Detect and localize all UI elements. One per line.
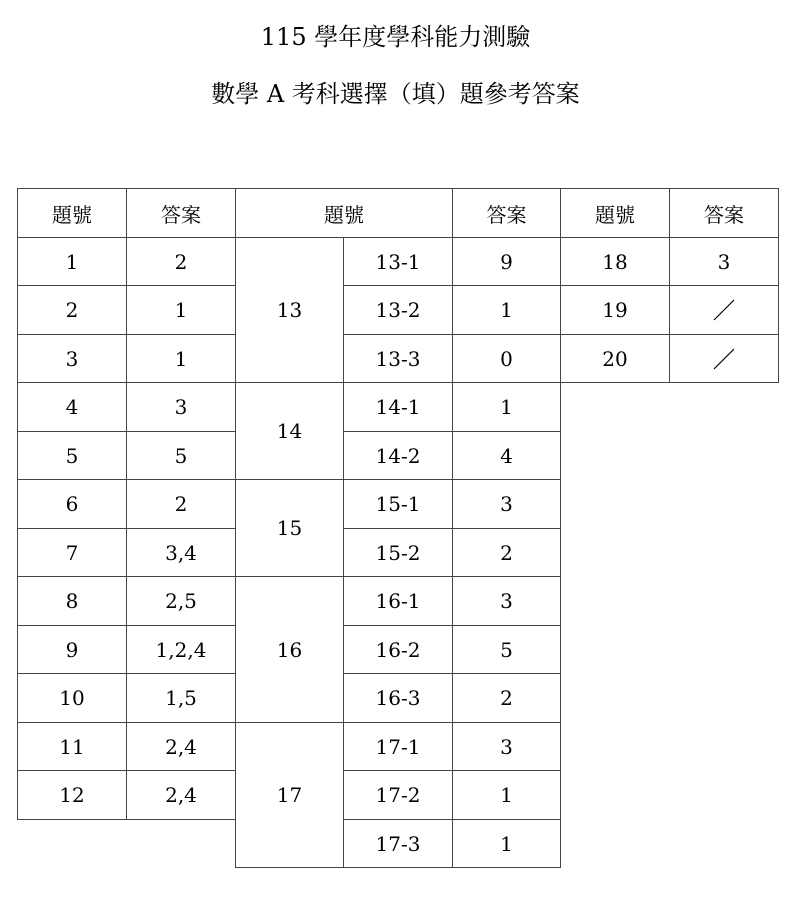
answer-value: 3 <box>126 382 236 432</box>
header-answer-2: 答案 <box>452 188 561 238</box>
answer-value: 1 <box>126 285 236 335</box>
question-number: 8 <box>17 576 127 626</box>
sub-question-number: 17-1 <box>343 722 453 771</box>
question-group-number: 15 <box>235 479 344 577</box>
answer-value: 2,4 <box>126 722 236 771</box>
answer-value: 3 <box>669 237 779 286</box>
sub-question-number: 13-2 <box>343 285 453 335</box>
page-subtitle: 數學 A 考科選擇（填）題參考答案 <box>211 80 580 108</box>
answer-value: 2 <box>452 528 561 577</box>
answer-value: 3,4 <box>126 528 236 577</box>
answer-value: 1 <box>452 819 561 868</box>
answer-value: 1 <box>452 382 561 432</box>
answer-void-cell <box>669 334 779 383</box>
question-group-number: 16 <box>235 576 344 723</box>
slash-icon <box>712 298 736 322</box>
sub-question-number: 13-1 <box>343 237 453 286</box>
answer-value: 0 <box>452 334 561 383</box>
answer-value: 2,4 <box>126 770 236 820</box>
answer-value: 5 <box>126 431 236 480</box>
question-group-number: 14 <box>235 382 344 480</box>
sub-question-number: 14-1 <box>343 382 453 432</box>
answer-value: 3 <box>452 576 561 626</box>
answer-value: 2 <box>126 237 236 286</box>
question-number: 6 <box>17 479 127 529</box>
header-answer-3: 答案 <box>669 188 779 238</box>
header-question-3: 題號 <box>560 188 670 238</box>
question-number: 5 <box>17 431 127 480</box>
question-number: 19 <box>560 285 670 335</box>
page-title: 115 學年度學科能力測驗 <box>260 23 531 51</box>
sub-question-number: 16-2 <box>343 625 453 674</box>
answer-value: 2 <box>452 673 561 723</box>
sub-question-number: 17-3 <box>343 819 453 868</box>
sub-question-number: 15-1 <box>343 479 453 529</box>
sub-question-number: 13-3 <box>343 334 453 383</box>
answer-value: 2 <box>126 479 236 529</box>
sub-question-number: 16-1 <box>343 576 453 626</box>
answer-void-cell <box>669 285 779 335</box>
answer-value: 5 <box>452 625 561 674</box>
sub-question-number: 17-2 <box>343 770 453 820</box>
header-question-1: 題號 <box>17 188 127 238</box>
question-number: 18 <box>560 237 670 286</box>
answer-value: 4 <box>452 431 561 480</box>
question-number: 1 <box>17 237 127 286</box>
question-number: 9 <box>17 625 127 674</box>
answer-value: 1 <box>452 770 561 820</box>
question-number: 7 <box>17 528 127 577</box>
answer-value: 1 <box>452 285 561 335</box>
sub-question-number: 15-2 <box>343 528 453 577</box>
question-group-number: 17 <box>235 722 344 868</box>
question-group-number: 13 <box>235 237 344 383</box>
answer-value: 1,2,4 <box>126 625 236 674</box>
question-number: 4 <box>17 382 127 432</box>
question-number: 2 <box>17 285 127 335</box>
answer-value: 2,5 <box>126 576 236 626</box>
answer-value: 1 <box>126 334 236 383</box>
question-number: 10 <box>17 673 127 723</box>
answer-value: 3 <box>452 722 561 771</box>
sub-question-number: 14-2 <box>343 431 453 480</box>
question-number: 11 <box>17 722 127 771</box>
answer-value: 1,5 <box>126 673 236 723</box>
question-number: 3 <box>17 334 127 383</box>
answer-value: 9 <box>452 237 561 286</box>
slash-icon <box>712 347 736 371</box>
question-number: 12 <box>17 770 127 820</box>
answer-value: 3 <box>452 479 561 529</box>
header-answer-1: 答案 <box>126 188 236 238</box>
question-number: 20 <box>560 334 670 383</box>
sub-question-number: 16-3 <box>343 673 453 723</box>
header-question-2: 題號 <box>235 188 453 238</box>
